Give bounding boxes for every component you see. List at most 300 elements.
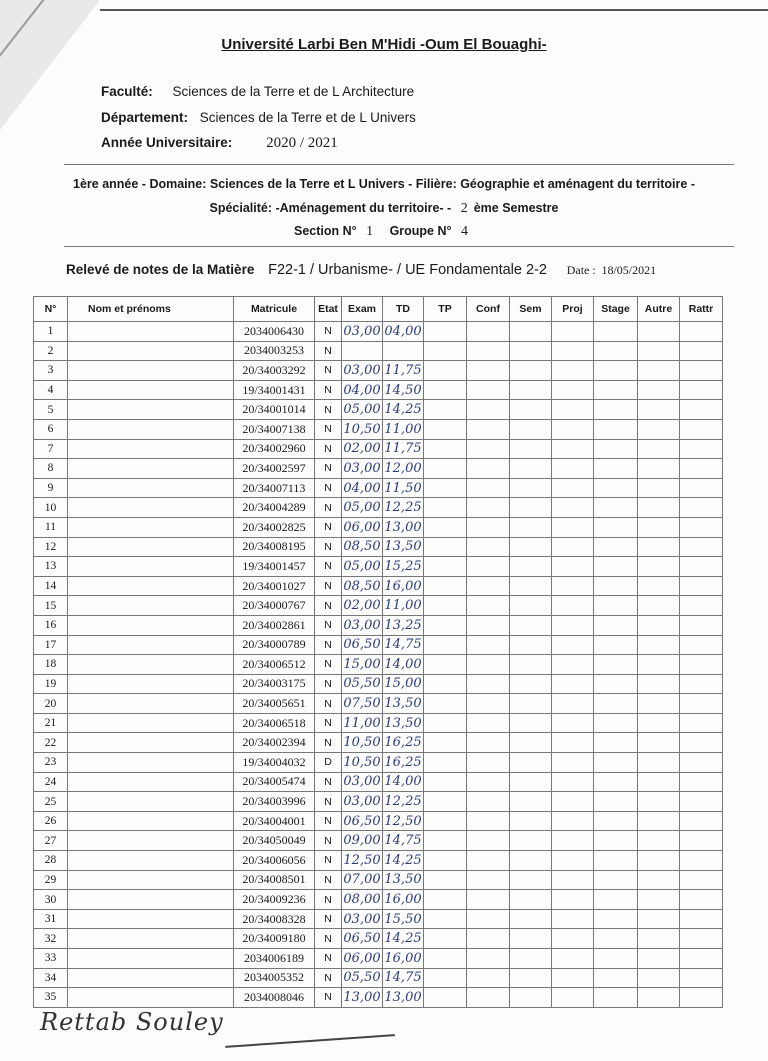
matricule: 20/34002825	[234, 517, 315, 537]
row-number: 20	[34, 694, 68, 714]
divider-top	[64, 164, 734, 165]
exam-grade: 08,50	[342, 576, 383, 596]
etat: N	[315, 909, 342, 929]
etat: N	[315, 596, 342, 616]
conf-grade	[467, 831, 510, 851]
exam-grade: 11,00	[342, 713, 383, 733]
tp-grade	[424, 517, 467, 537]
matricule: 20/34003996	[234, 792, 315, 812]
exam-grade: 04,00	[342, 478, 383, 498]
rattr-grade	[680, 831, 723, 851]
conf-grade	[467, 713, 510, 733]
conf-grade	[467, 576, 510, 596]
td-grade: 16,25	[383, 733, 424, 753]
td-grade: 16,00	[383, 576, 424, 596]
student-name	[68, 615, 234, 635]
stage-grade	[594, 557, 638, 577]
table-row	[34, 870, 723, 890]
etat: N	[315, 831, 342, 851]
table-row	[34, 557, 723, 577]
sem-grade	[510, 851, 552, 871]
student-name	[68, 713, 234, 733]
rattr-grade	[680, 713, 723, 733]
autre-grade	[638, 615, 680, 635]
stage-grade	[594, 459, 638, 479]
exam-grade: 05,00	[342, 400, 383, 420]
exam-grade: 03,00	[342, 772, 383, 792]
rattr-grade	[680, 615, 723, 635]
autre-grade	[638, 811, 680, 831]
table-row	[34, 811, 723, 831]
row-number: 22	[34, 733, 68, 753]
autre-grade	[638, 733, 680, 753]
student-name	[68, 322, 234, 342]
stage-grade	[594, 674, 638, 694]
stage-grade	[594, 517, 638, 537]
rattr-grade	[680, 596, 723, 616]
matricule: 19/34001457	[234, 557, 315, 577]
tp-grade	[424, 753, 467, 773]
matricule: 20/34000789	[234, 635, 315, 655]
rattr-grade	[680, 949, 723, 969]
autre-grade	[638, 694, 680, 714]
etat: N	[315, 419, 342, 439]
stage-grade	[594, 929, 638, 949]
sem-grade	[510, 439, 552, 459]
table-row	[34, 400, 723, 420]
table-row	[34, 341, 723, 361]
matricule: 20/34002394	[234, 733, 315, 753]
proj-grade	[552, 635, 594, 655]
autre-grade	[638, 929, 680, 949]
specialite-text: Spécialité: -Aménagement du territoire- -	[209, 201, 452, 215]
exam-grade: 09,00	[342, 831, 383, 851]
matricule: 20/34002861	[234, 615, 315, 635]
td-grade	[383, 341, 424, 361]
tp-grade	[424, 772, 467, 792]
student-name	[68, 537, 234, 557]
proj-grade	[552, 694, 594, 714]
autre-grade	[638, 851, 680, 871]
etat: N	[315, 498, 342, 518]
tp-grade	[424, 792, 467, 812]
row-number: 32	[34, 929, 68, 949]
exam-grade: 04,00	[342, 380, 383, 400]
rattr-grade	[680, 870, 723, 890]
table-row	[34, 635, 723, 655]
etat: N	[315, 655, 342, 675]
specialite-line	[0, 201, 768, 217]
row-number: 5	[34, 400, 68, 420]
tp-grade	[424, 557, 467, 577]
autre-grade	[638, 870, 680, 890]
table-row	[34, 909, 723, 929]
rattr-grade	[680, 988, 723, 1008]
autre-grade	[638, 968, 680, 988]
row-number: 31	[34, 909, 68, 929]
faculte-value: Sciences de la Terre et de L Architecture	[172, 84, 415, 99]
stage-grade	[594, 596, 638, 616]
header-col-rattr: Rattr	[680, 297, 723, 322]
groupe-value: 4	[461, 224, 468, 239]
row-number: 14	[34, 576, 68, 596]
exam-grade: 02,00	[342, 596, 383, 616]
td-grade: 15,00	[383, 674, 424, 694]
matricule: 20/34001027	[234, 576, 315, 596]
autre-grade	[638, 380, 680, 400]
autre-grade	[638, 459, 680, 479]
proj-grade	[552, 733, 594, 753]
etat: N	[315, 517, 342, 537]
proj-grade	[552, 400, 594, 420]
autre-grade	[638, 557, 680, 577]
conf-grade	[467, 635, 510, 655]
conf-grade	[467, 596, 510, 616]
row-number: 3	[34, 361, 68, 381]
stage-grade	[594, 694, 638, 714]
section-value: 1	[366, 224, 374, 239]
faculte-label: Faculté:	[101, 84, 153, 99]
table-body	[34, 322, 723, 1008]
etat: N	[315, 674, 342, 694]
tp-grade	[424, 713, 467, 733]
conf-grade	[467, 361, 510, 381]
proj-grade	[552, 792, 594, 812]
exam-grade: 05,50	[342, 674, 383, 694]
row-number: 17	[34, 635, 68, 655]
page-top-edge	[100, 9, 768, 11]
sem-grade	[510, 713, 552, 733]
student-name	[68, 478, 234, 498]
tp-grade	[424, 870, 467, 890]
exam-grade: 03,00	[342, 792, 383, 812]
header-col-sem: Sem	[510, 297, 552, 322]
proj-grade	[552, 478, 594, 498]
autre-grade	[638, 498, 680, 518]
rattr-grade	[680, 459, 723, 479]
autre-grade	[638, 341, 680, 361]
table-row	[34, 322, 723, 342]
exam-grade: 05,00	[342, 557, 383, 577]
row-number: 25	[34, 792, 68, 812]
proj-grade	[552, 498, 594, 518]
row-number: 34	[34, 968, 68, 988]
proj-grade	[552, 772, 594, 792]
matiere-value: F22-1 / Urbanisme- / UE Fondamentale 2-2	[268, 262, 547, 278]
proj-grade	[552, 341, 594, 361]
table-row	[34, 459, 723, 479]
proj-grade	[552, 949, 594, 969]
conf-grade	[467, 517, 510, 537]
program-line: 1ère année - Domaine: Sciences de la Terre et L Univers - Filière: Géographie et aménagent du territoire -	[73, 177, 695, 191]
conf-grade	[467, 949, 510, 969]
proj-grade	[552, 439, 594, 459]
rattr-grade	[680, 851, 723, 871]
matricule: 2034008046	[234, 988, 315, 1008]
autre-grade	[638, 949, 680, 969]
header-col-stage: Stage	[594, 297, 638, 322]
sem-grade	[510, 655, 552, 675]
etat: N	[315, 635, 342, 655]
rattr-grade	[680, 557, 723, 577]
exam-grade: 13,00	[342, 988, 383, 1008]
row-number: 1	[34, 322, 68, 342]
etat: N	[315, 322, 342, 342]
autre-grade	[638, 635, 680, 655]
rattr-grade	[680, 811, 723, 831]
proj-grade	[552, 380, 594, 400]
td-grade: 12,25	[383, 498, 424, 518]
exam-grade: 06,50	[342, 811, 383, 831]
student-name	[68, 419, 234, 439]
conf-grade	[467, 400, 510, 420]
table-row	[34, 753, 723, 773]
table-row	[34, 968, 723, 988]
tp-grade	[424, 341, 467, 361]
student-name	[68, 792, 234, 812]
table-row	[34, 596, 723, 616]
releve-header	[66, 262, 656, 278]
row-number: 11	[34, 517, 68, 537]
tp-grade	[424, 478, 467, 498]
conf-grade	[467, 419, 510, 439]
exam-grade: 15,00	[342, 655, 383, 675]
row-number: 4	[34, 380, 68, 400]
exam-grade: 03,00	[342, 909, 383, 929]
conf-grade	[467, 439, 510, 459]
header-col-exam: Exam	[342, 297, 383, 322]
rattr-grade	[680, 909, 723, 929]
student-name	[68, 635, 234, 655]
td-grade: 16,25	[383, 753, 424, 773]
proj-grade	[552, 322, 594, 342]
exam-grade: 06,50	[342, 929, 383, 949]
row-number: 28	[34, 851, 68, 871]
stage-grade	[594, 322, 638, 342]
student-name	[68, 772, 234, 792]
rattr-grade	[680, 635, 723, 655]
sem-grade	[510, 498, 552, 518]
autre-grade	[638, 419, 680, 439]
stage-grade	[594, 713, 638, 733]
conf-grade	[467, 988, 510, 1008]
stage-grade	[594, 380, 638, 400]
matricule: 20/34009180	[234, 929, 315, 949]
exam-grade: 10,50	[342, 753, 383, 773]
exam-grade: 05,00	[342, 498, 383, 518]
table-row	[34, 713, 723, 733]
td-grade: 13,50	[383, 537, 424, 557]
table-row	[34, 831, 723, 851]
student-name	[68, 674, 234, 694]
sem-grade	[510, 361, 552, 381]
rattr-grade	[680, 341, 723, 361]
etat: N	[315, 851, 342, 871]
exam-grade: 08,00	[342, 890, 383, 910]
stage-grade	[594, 361, 638, 381]
table-row	[34, 419, 723, 439]
tp-grade	[424, 439, 467, 459]
rattr-grade	[680, 537, 723, 557]
header-col-td: TD	[383, 297, 424, 322]
autre-grade	[638, 772, 680, 792]
tp-grade	[424, 380, 467, 400]
conf-grade	[467, 909, 510, 929]
td-grade: 14,00	[383, 655, 424, 675]
table-row	[34, 439, 723, 459]
stage-grade	[594, 419, 638, 439]
etat: N	[315, 361, 342, 381]
proj-grade	[552, 909, 594, 929]
sem-grade	[510, 694, 552, 714]
exam-grade: 12,50	[342, 851, 383, 871]
table-row	[34, 655, 723, 675]
conf-grade	[467, 537, 510, 557]
table-header-row	[34, 297, 723, 322]
table-row	[34, 851, 723, 871]
sem-grade	[510, 322, 552, 342]
table-row	[34, 772, 723, 792]
td-grade: 11,50	[383, 478, 424, 498]
matricule: 20/34007138	[234, 419, 315, 439]
proj-grade	[552, 361, 594, 381]
etat: N	[315, 380, 342, 400]
row-number: 35	[34, 988, 68, 1008]
proj-grade	[552, 811, 594, 831]
conf-grade	[467, 674, 510, 694]
section-groupe-line	[0, 224, 768, 240]
etat: N	[315, 968, 342, 988]
conf-grade	[467, 615, 510, 635]
date-label: Date :	[566, 263, 596, 277]
row-number: 29	[34, 870, 68, 890]
student-name	[68, 439, 234, 459]
stage-grade	[594, 400, 638, 420]
conf-grade	[467, 733, 510, 753]
header-col-etat: Etat	[315, 297, 342, 322]
stage-grade	[594, 831, 638, 851]
etat: N	[315, 713, 342, 733]
rattr-grade	[680, 890, 723, 910]
sem-grade	[510, 341, 552, 361]
row-number: 21	[34, 713, 68, 733]
divider-bottom	[64, 246, 734, 247]
autre-grade	[638, 674, 680, 694]
matricule: 2034005352	[234, 968, 315, 988]
exam-grade: 10,50	[342, 419, 383, 439]
student-name	[68, 851, 234, 871]
table-row	[34, 361, 723, 381]
exam-grade	[342, 341, 383, 361]
header-col-num: N°	[34, 297, 68, 322]
autre-grade	[638, 596, 680, 616]
autre-grade	[638, 478, 680, 498]
sem-grade	[510, 753, 552, 773]
section-label: Section N°	[294, 224, 357, 238]
table-row	[34, 615, 723, 635]
exam-grade: 06,00	[342, 517, 383, 537]
row-number: 18	[34, 655, 68, 675]
sem-grade	[510, 615, 552, 635]
exam-grade: 06,50	[342, 635, 383, 655]
tp-grade	[424, 929, 467, 949]
proj-grade	[552, 968, 594, 988]
header-col-proj: Proj	[552, 297, 594, 322]
td-grade: 13,00	[383, 517, 424, 537]
row-number: 9	[34, 478, 68, 498]
etat: N	[315, 557, 342, 577]
header-col-autre: Autre	[638, 297, 680, 322]
row-number: 7	[34, 439, 68, 459]
autre-grade	[638, 439, 680, 459]
table-row	[34, 890, 723, 910]
exam-grade: 02,00	[342, 439, 383, 459]
stage-grade	[594, 949, 638, 969]
proj-grade	[552, 615, 594, 635]
td-grade: 11,75	[383, 439, 424, 459]
rattr-grade	[680, 772, 723, 792]
rattr-grade	[680, 478, 723, 498]
table-row	[34, 674, 723, 694]
conf-grade	[467, 792, 510, 812]
student-name	[68, 517, 234, 537]
proj-grade	[552, 929, 594, 949]
student-name	[68, 929, 234, 949]
rattr-grade	[680, 694, 723, 714]
conf-grade	[467, 753, 510, 773]
tp-grade	[424, 322, 467, 342]
autre-grade	[638, 517, 680, 537]
stage-grade	[594, 478, 638, 498]
row-number: 15	[34, 596, 68, 616]
tp-grade	[424, 635, 467, 655]
exam-grade: 05,50	[342, 968, 383, 988]
matricule: 19/34001431	[234, 380, 315, 400]
stage-grade	[594, 341, 638, 361]
sem-grade	[510, 557, 552, 577]
tp-grade	[424, 968, 467, 988]
autre-grade	[638, 988, 680, 1008]
etat: N	[315, 733, 342, 753]
sem-grade	[510, 968, 552, 988]
rattr-grade	[680, 419, 723, 439]
proj-grade	[552, 713, 594, 733]
row-number: 33	[34, 949, 68, 969]
td-grade: 11,00	[383, 419, 424, 439]
faculte-line	[101, 84, 414, 99]
departement-value: Sciences de la Terre et de L Univers	[199, 110, 416, 125]
sem-grade	[510, 949, 552, 969]
conf-grade	[467, 478, 510, 498]
td-grade: 14,25	[383, 851, 424, 871]
stage-grade	[594, 733, 638, 753]
sem-grade	[510, 419, 552, 439]
tp-grade	[424, 459, 467, 479]
student-name	[68, 596, 234, 616]
sem-grade	[510, 478, 552, 498]
row-number: 2	[34, 341, 68, 361]
tp-grade	[424, 909, 467, 929]
conf-grade	[467, 322, 510, 342]
td-grade: 11,00	[383, 596, 424, 616]
table-row	[34, 949, 723, 969]
rattr-grade	[680, 733, 723, 753]
proj-grade	[552, 851, 594, 871]
conf-grade	[467, 851, 510, 871]
stage-grade	[594, 753, 638, 773]
sem-grade	[510, 811, 552, 831]
sem-grade	[510, 890, 552, 910]
